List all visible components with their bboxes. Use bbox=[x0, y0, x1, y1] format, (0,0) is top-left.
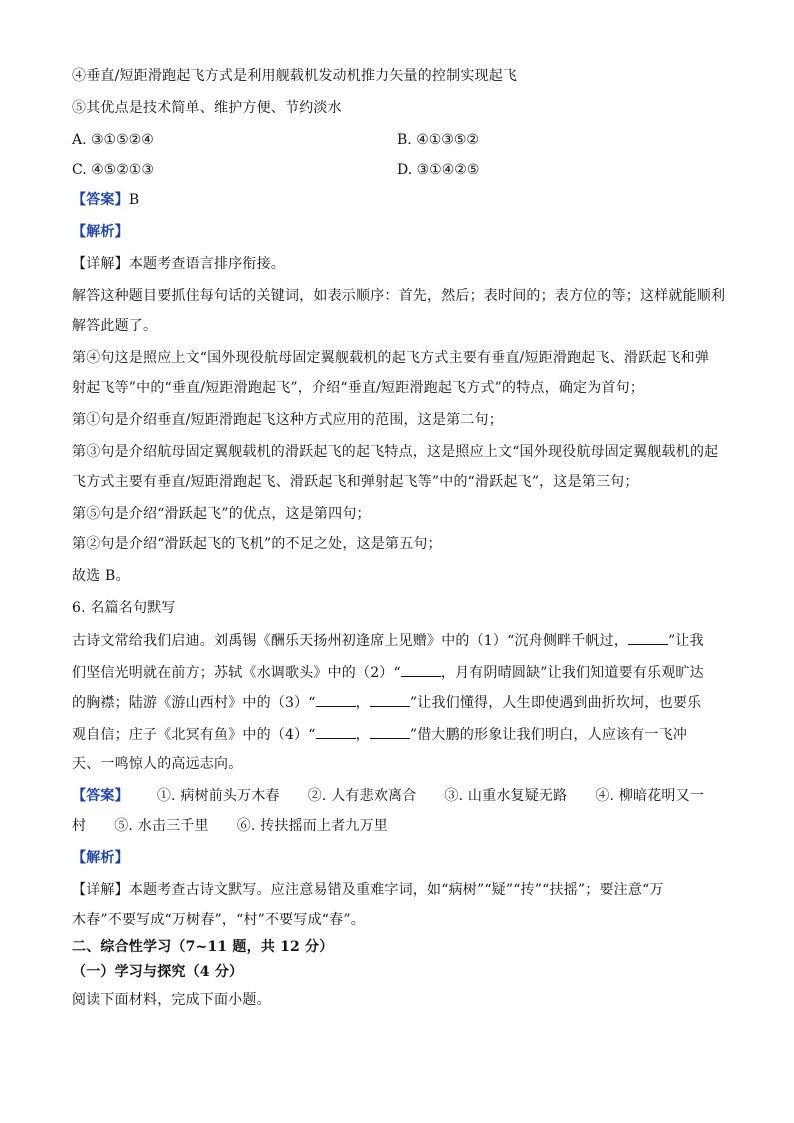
q6-line-4-text-c: ”借大鹏的形象让我们明白，人应该有一飞冲 bbox=[409, 727, 688, 743]
q6-title: 6. 名篇名句默写 bbox=[72, 600, 176, 616]
section-heading: 二、综合性学习（7~11 题，共 12 分） bbox=[72, 939, 334, 955]
option-d: D. ③①④②⑤ bbox=[397, 162, 480, 178]
answer-4: ④. 柳暗花明又一 bbox=[595, 788, 705, 804]
q6-line-4 bbox=[72, 724, 687, 745]
q5-paragraph-1: 解答这种题目要抓住每句话的关键词，如表示顺序：首先，然后；表时间的；表方位的等；这样就能顺利 bbox=[72, 288, 726, 304]
answer-5: ⑤. 水击三千里 bbox=[114, 818, 209, 834]
q6-line-1 bbox=[72, 630, 704, 651]
section-instruction: 阅读下面材料，完成下面小题。 bbox=[72, 992, 271, 1008]
option-b: B. ④①③⑤② bbox=[397, 132, 479, 148]
q6-line-3-text-a: 的胸襟；陆游《游山西村》中的（3）“ bbox=[72, 695, 316, 711]
q6-line-3-text-c: ”让我们懂得，人生即使遇到曲折坎坷，也要乐 bbox=[409, 695, 702, 711]
analysis-tag: 【解析】 bbox=[72, 224, 129, 240]
q6-analysis bbox=[72, 848, 129, 868]
q6-line-4-text-a: 观自信；庄子《北冥有鱼》中的（4）“ bbox=[72, 727, 316, 743]
q5-paragraph-6: 第②句是介绍“滑跃起飞的飞机”的不足之处，这是第五句； bbox=[72, 536, 442, 552]
option-c: C. ④⑤②①③ bbox=[72, 162, 154, 178]
answer-tag: 【答案】 bbox=[72, 788, 129, 804]
q5-answer bbox=[72, 190, 139, 210]
detail-tag: 【详解】 bbox=[72, 256, 129, 272]
q6-line-2-text-a: 们坚信光明就在前方；苏轼《水调歌头》中的（2）“ bbox=[72, 665, 401, 681]
q6-line-3 bbox=[72, 692, 701, 713]
fill-blank-2[interactable] bbox=[401, 662, 441, 677]
q5-paragraph-4: 第③句是介绍航母固定翼舰载机的滑跃起飞的起飞特点，这是照应上文“国外现役航母固定翼舰载机的起 bbox=[72, 444, 719, 460]
answer-1: ①. 病树前头万木春 bbox=[156, 788, 280, 804]
q6-answer-cont bbox=[72, 816, 388, 836]
q6-line-2 bbox=[72, 662, 704, 683]
q5-detail bbox=[72, 254, 285, 274]
q6-line-1-text-b: ”让我 bbox=[668, 633, 704, 649]
answer-4-cont: 村 bbox=[72, 818, 87, 834]
subsection-heading: （一）学习与探究（4 分） bbox=[72, 964, 244, 980]
answer-2: ②. 人有悲欢离合 bbox=[307, 788, 417, 804]
q5-paragraph-3: 第①句是介绍垂直/短距滑跑起飞这种方式应用的范围，这是第二句； bbox=[72, 412, 503, 428]
fill-blank-4[interactable] bbox=[370, 692, 410, 707]
q5-conclusion: 故选 B。 bbox=[72, 568, 130, 584]
q6-line-5: 天、一鸣惊人的高远志向。 bbox=[72, 756, 243, 772]
detail-text: 本题考查古诗文默写。应注意易错及重难字词，如“病树”“疑”“抟”“扶摇”；要注意“万 bbox=[128, 882, 664, 898]
q6-line-2-text-b: ，月有阴晴圆缺”让我们知道要有乐观旷达 bbox=[440, 665, 704, 681]
q5-paragraph-1b: 解答此题了。 bbox=[72, 318, 158, 334]
q6-detail-cont: 木春”不要写成“万树春”，“村”不要写成“春”。 bbox=[72, 912, 365, 928]
q6-answer bbox=[72, 786, 704, 806]
q5-paragraph-2b: 射起飞等”中的“垂直/短距滑跑起飞”，介绍“垂直/短距滑跑起飞方式”的特点，确定为首句； bbox=[72, 380, 645, 396]
fill-blank-3[interactable] bbox=[316, 692, 356, 707]
q5-paragraph-4b: 飞方式主要有垂直/短距滑跑起飞、滑跃起飞和弹射起飞等”中的“滑跃起飞”，这是第三句； bbox=[72, 474, 639, 490]
answer-tag: 【答案】 bbox=[72, 192, 129, 208]
q6-detail bbox=[72, 880, 664, 900]
q5-item-4: ④垂直/短距滑跑起飞方式是利用舰载机发动机推力矢量的控制实现起飞 bbox=[72, 68, 518, 84]
q5-paragraph-2: 第④句这是照应上文“国外现役航母固定翼舰载机的起飞方式主要有垂直/短距滑跑起飞、滑跃起飞和弹 bbox=[72, 350, 710, 366]
q5-item-5: ⑤其优点是技术简单、维护方便、节约淡水 bbox=[72, 100, 342, 116]
fill-blank-5[interactable] bbox=[316, 724, 356, 739]
q6-line-1-text-a: 古诗文常给我们启迪。刘禹锡《酬乐天扬州初逢席上见赠》中的（1）“沉舟侧畔千帆过， bbox=[72, 633, 629, 649]
answer-6: ⑥. 抟扶摇而上者九万里 bbox=[236, 818, 389, 834]
fill-blank-6[interactable] bbox=[370, 724, 410, 739]
option-a: A. ③①⑤②④ bbox=[72, 132, 154, 148]
q5-analysis bbox=[72, 222, 129, 242]
answer-3: ③. 山重水复疑无路 bbox=[444, 788, 568, 804]
q6-line-4-text-b: ， bbox=[355, 727, 370, 743]
answer-value: B bbox=[128, 192, 140, 208]
detail-tag: 【详解】 bbox=[72, 882, 129, 898]
q5-paragraph-5: 第⑤句是介绍“滑跃起飞”的优点，这是第四句； bbox=[72, 506, 371, 522]
fill-blank-1[interactable] bbox=[628, 630, 668, 645]
analysis-tag: 【解析】 bbox=[72, 850, 129, 866]
detail-text: 本题考查语言排序衔接。 bbox=[128, 256, 286, 272]
q6-line-3-text-b: ， bbox=[355, 695, 370, 711]
